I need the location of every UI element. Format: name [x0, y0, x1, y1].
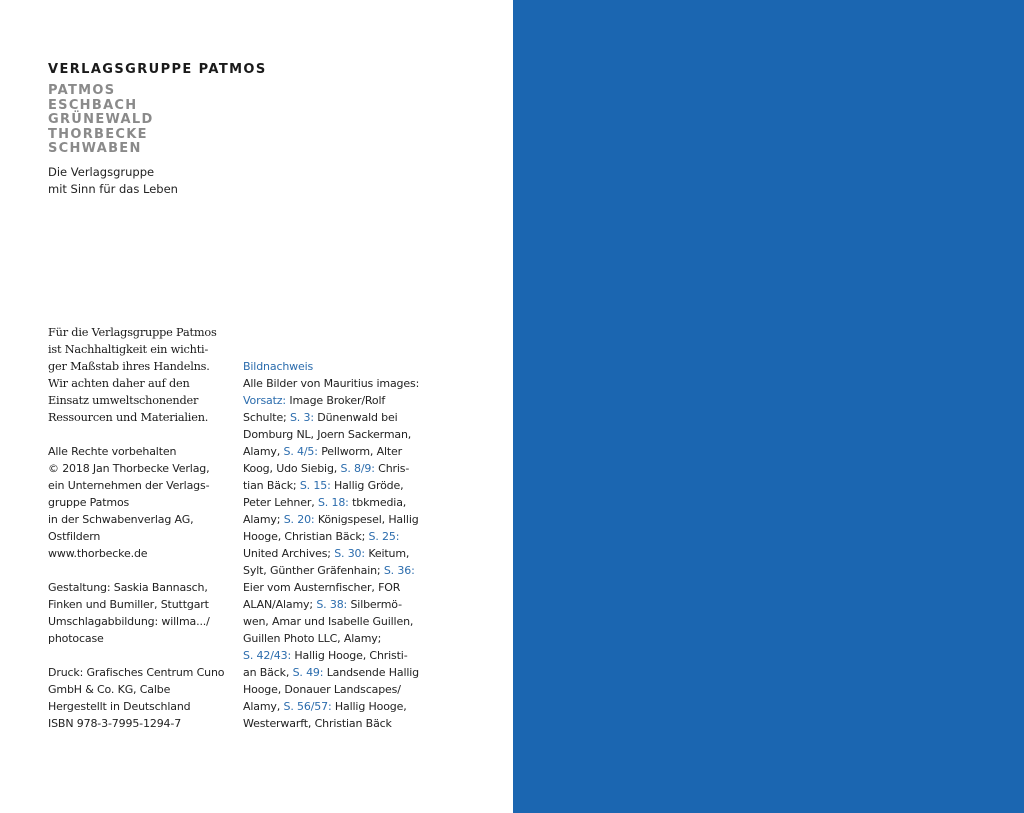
page-reference: S. 36: [383, 564, 415, 577]
imprint-name: ESCHBACH [48, 97, 138, 113]
credit-text: Domburg NL, Joern Sackerman, [243, 428, 412, 441]
imprint-name: PATMOS [48, 83, 116, 98]
imprint-name: SCHWABEN [48, 141, 142, 157]
rights-line[interactable]: www.thorbecke.de [48, 547, 148, 560]
picture-credits-title: Bildnachweis [243, 360, 314, 373]
statement-line: Für die Verlagsgruppe Patmos [48, 326, 217, 339]
statement-line: ist Nachhaltigkeit ein wichti- [48, 343, 209, 356]
credit-line [243, 630, 419, 647]
publisher-group-name: VERLAGSGRUPPE PATMOS [48, 62, 267, 77]
print-line: Hergestellt in Deutschland [48, 700, 191, 713]
credit-text: Dünenwald bei [313, 411, 398, 424]
credit-text: Guillen Photo LLC, Alamy; [243, 632, 382, 645]
credit-text: Alamy, [243, 445, 284, 458]
credit-line [243, 681, 419, 698]
credit-text: Keitum, [364, 547, 410, 560]
page-reference: S. 8/9: [340, 462, 375, 475]
statement-line: ger Maßstab ihres Handelns. [48, 360, 210, 373]
credit-line [243, 511, 419, 528]
credit-text: an Bäck, [243, 666, 293, 679]
credit-line [243, 409, 419, 426]
tagline [48, 164, 178, 198]
credit-text: Chris- [374, 462, 410, 475]
page-reference: S. 15: [299, 479, 331, 492]
design-credits [48, 579, 210, 647]
credit-line [243, 443, 419, 460]
sustainability-statement [48, 324, 217, 426]
credit-text: Koog, Udo Siebig, [243, 462, 341, 475]
credit-text: Alamy; [243, 513, 284, 526]
credit-line [243, 545, 419, 562]
statement-line: Einsatz umweltschonender [48, 394, 199, 407]
credit-text: Schulte; [243, 411, 290, 424]
credit-line [243, 579, 419, 596]
credit-text: tbkmedia, [348, 496, 407, 509]
credit-line [243, 698, 419, 715]
credit-text: Alle Bilder von Mauritius images: [243, 377, 420, 390]
print-line: Druck: Grafisches Centrum Cuno [48, 666, 225, 679]
tagline-line: Die Verlagsgruppe [48, 165, 155, 179]
imprint-name: THORBECKE [48, 126, 148, 142]
credit-line [243, 426, 419, 443]
credit-text: wen, Amar und Isabelle Guillen, [243, 615, 414, 628]
page-reference: S. 25: [368, 530, 400, 543]
credit-text: Landsende Hallig [323, 666, 419, 679]
rights-block [48, 443, 209, 562]
credit-line [243, 494, 419, 511]
tagline-line: mit Sinn für das Leben [48, 182, 178, 196]
credit-text: Silbermö- [347, 598, 402, 611]
credit-text: Hallig Gröde, [330, 479, 404, 492]
credit-line [243, 647, 419, 664]
credit-line [243, 392, 419, 409]
credit-text: tian Bäck; [243, 479, 300, 492]
credit-line [243, 477, 419, 494]
credit-line [243, 715, 419, 732]
picture-credits [243, 358, 419, 732]
page-reference: S. 3: [289, 411, 314, 424]
credit-line [243, 664, 419, 681]
credit-text: Alamy, [243, 700, 284, 713]
credit-text: Hooge, Christian Bäck; [243, 530, 369, 543]
page-reference: S. 42/43: [243, 649, 292, 662]
rights-line: ein Unternehmen der Verlags- [48, 479, 210, 492]
credit-text: United Archives; [243, 547, 335, 560]
credit-line [243, 596, 419, 613]
credit-line [243, 613, 419, 630]
page-reference: S. 49: [292, 666, 324, 679]
page-reference: S. 38: [316, 598, 348, 611]
credit-text: Image Broker/Rolf [286, 394, 386, 407]
rights-line: gruppe Patmos [48, 496, 130, 509]
imprint-name: GRÜNEWALD [48, 112, 154, 128]
rights-line: in der Schwabenverlag AG, [48, 513, 194, 526]
page-reference: S. 56/57: [283, 700, 332, 713]
design-line: Gestaltung: Saskia Bannasch, [48, 581, 208, 594]
print-line: ISBN 978-3-7995-1294-7 [48, 717, 182, 730]
credit-text: Pellworm, Alter [317, 445, 403, 458]
credit-text: Westerwarft, Christian Bäck [243, 717, 392, 730]
credit-line [243, 460, 419, 477]
rights-line: © 2018 Jan Thorbecke Verlag, [48, 462, 210, 475]
rights-line: Alle Rechte vorbehalten [48, 445, 177, 458]
credit-text: Sylt, Günther Gräfenhain; [243, 564, 384, 577]
page-reference: S. 4/5: [283, 445, 318, 458]
credit-line [243, 375, 419, 392]
statement-line: Wir achten daher auf den [48, 377, 190, 390]
page-reference: S. 30: [334, 547, 365, 560]
blue-cover-panel [513, 0, 1024, 813]
credit-text: Peter Lehner, [243, 496, 318, 509]
credit-text: Hallig Hooge, [331, 700, 407, 713]
print-info [48, 664, 224, 732]
statement-line: Ressourcen und Materialien. [48, 411, 209, 424]
design-line: Finken und Bumiller, Stuttgart [48, 598, 209, 611]
credit-text: ALAN/Alamy; [243, 598, 317, 611]
design-line: Umschlagabbildung: willma.../ [48, 615, 210, 628]
page-reference: Vorsatz: [243, 394, 286, 407]
page-reference: S. 18: [317, 496, 349, 509]
credit-text: Hooge, Donauer Landscapes/ [243, 683, 401, 696]
page-reference: S. 20: [283, 513, 315, 526]
credit-text: Hallig Hooge, Christi- [291, 649, 408, 662]
credit-text: Eier vom Austernfischer, FOR [243, 581, 401, 594]
rights-line: Ostfildern [48, 530, 101, 543]
credit-text: Königspesel, Hallig [314, 513, 419, 526]
imprint-list [48, 84, 154, 157]
credit-line [243, 562, 419, 579]
print-line: GmbH & Co. KG, Calbe [48, 683, 171, 696]
credit-line [243, 528, 419, 545]
design-line: photocase [48, 632, 104, 645]
